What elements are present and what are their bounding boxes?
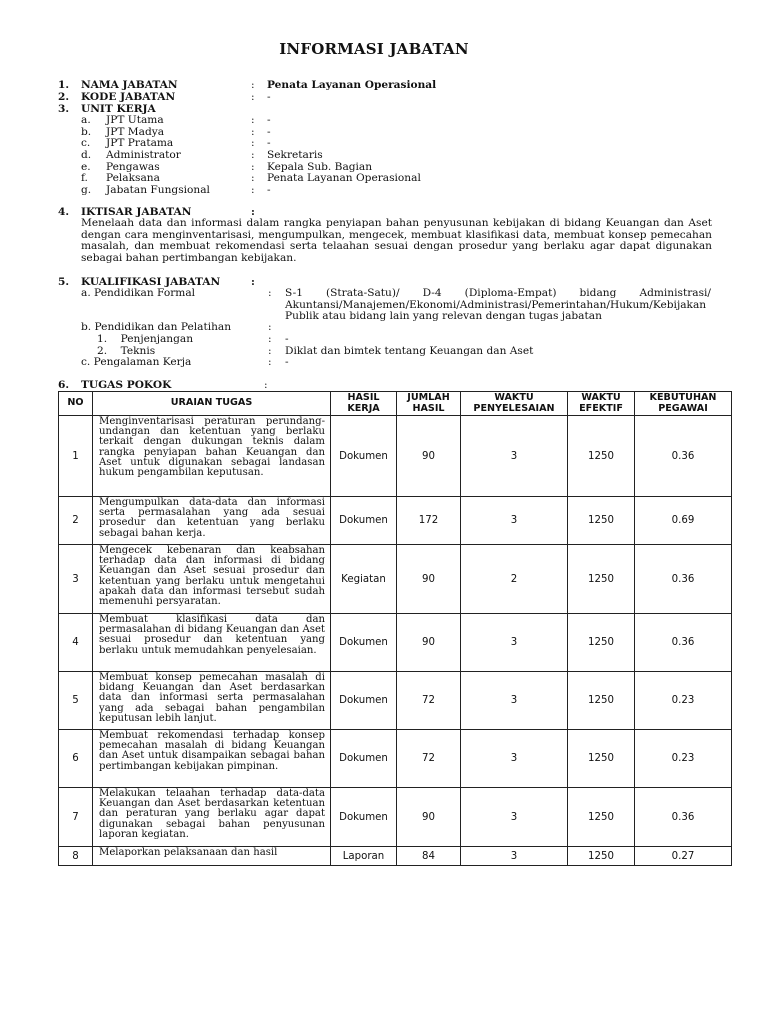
- cell-no: 2: [59, 497, 93, 545]
- colon: :: [251, 114, 255, 126]
- table-row: [59, 614, 732, 672]
- section-label: NAMA JABATAN: [81, 79, 178, 91]
- cell-uraian: Melakukan telaahan terhadap data-data Keuangan dan Aset berdasarkan ketentuan dan peraturan yang berlaku agar dapat digunakan sebagai bahan penyusunan laporan kegiatan.: [93, 788, 331, 847]
- colon: :: [268, 287, 272, 299]
- colon: :: [268, 321, 272, 333]
- table-row: [59, 545, 732, 614]
- colon: :: [268, 356, 272, 368]
- header-waktu-penyelesaian: WAKTU PENYELESAIAN: [461, 392, 568, 416]
- cell-hasil: Dokumen: [331, 672, 397, 730]
- cell-no: 5: [59, 672, 93, 730]
- cell-waktu: 3: [461, 672, 568, 730]
- item-value: -: [267, 183, 271, 196]
- cell-efektif: 1250: [568, 614, 635, 672]
- item-label: Pelaksana: [106, 172, 160, 184]
- cell-kebutuhan: 0.69: [635, 497, 732, 545]
- cell-jumlah: 84: [397, 847, 461, 866]
- cell-no: 7: [59, 788, 93, 847]
- section-number: 5.: [58, 276, 70, 288]
- cell-hasil: Laporan: [331, 847, 397, 866]
- colon: :: [251, 91, 255, 103]
- section-label: UNIT KERJA: [81, 103, 156, 115]
- pendidikan-formal-value: S-1 (Strata-Satu)/ D-4 (Diploma-Empat) bidang Administrasi/ Akuntansi/Manajemen/Ekonomi/Administrasi/Pemerintahan/Hukum/Kebijakan Publik atau bidang lain yang relevan dengan tugas jabatan: [285, 287, 711, 323]
- cell-jumlah: 90: [397, 788, 461, 847]
- cell-no: 8: [59, 847, 93, 866]
- item-value: -: [267, 137, 271, 149]
- header-hasil-kerja: HASIL KERJA: [331, 392, 397, 416]
- cell-uraian: Membuat konsep pemecahan masalah di bidang Keuangan dan Aset berdasarkan data dan informasi serta permasalahan yang ada sebagai bahan pengambilan keputusan lebih lanjut.: [93, 672, 331, 730]
- cell-no: 4: [59, 614, 93, 672]
- cell-uraian: Melaporkan pelaksanaan dan hasil: [93, 847, 331, 866]
- penjenjangan-value: -: [285, 333, 289, 345]
- item-label: JPT Utama: [106, 114, 164, 126]
- item-label: JPT Pratama: [106, 137, 174, 149]
- section-number: 1.: [58, 79, 70, 91]
- cell-kebutuhan: 0.23: [635, 730, 732, 788]
- table-row: [59, 730, 732, 788]
- cell-efektif: 1250: [568, 497, 635, 545]
- cell-kebutuhan: 0.36: [635, 614, 732, 672]
- cell-uraian: Mengumpulkan data-data dan informasi serta permasalahan yang ada sesuai prosedur dan ketentuan yang berlaku sebagai bahan kerja.: [93, 497, 331, 545]
- item-value: Sekretaris: [267, 149, 323, 161]
- cell-jumlah: 90: [397, 614, 461, 672]
- header-no: NO: [59, 392, 93, 416]
- tugas-pokok-table: [58, 391, 732, 866]
- cell-efektif: 1250: [568, 416, 635, 497]
- item-value: -: [267, 125, 271, 138]
- cell-hasil: Dokumen: [331, 614, 397, 672]
- item-letter: d.: [81, 149, 92, 161]
- cell-efektif: 1250: [568, 545, 635, 614]
- cell-kebutuhan: 0.36: [635, 788, 732, 847]
- colon: :: [268, 333, 272, 345]
- item-value: -: [267, 114, 271, 126]
- cell-hasil: Dokumen: [331, 416, 397, 497]
- table-row: [59, 416, 732, 497]
- item-letter: e.: [81, 160, 91, 173]
- colon: :: [264, 379, 268, 391]
- colon: :: [268, 345, 272, 357]
- cell-jumlah: 90: [397, 416, 461, 497]
- document-title: INFORMASI JABATAN: [279, 40, 469, 58]
- colon: :: [251, 276, 255, 288]
- cell-hasil: Dokumen: [331, 497, 397, 545]
- cell-efektif: 1250: [568, 730, 635, 788]
- table-header-row: [59, 392, 732, 416]
- cell-kebutuhan: 0.36: [635, 416, 732, 497]
- cell-waktu: 3: [461, 416, 568, 497]
- nama-jabatan-value: Penata Layanan Operasional: [267, 79, 437, 91]
- table-row: [59, 847, 732, 866]
- cell-waktu: 3: [461, 497, 568, 545]
- item-label: Pengawas: [106, 160, 160, 173]
- section-number: 3.: [58, 103, 70, 115]
- header-uraian-tugas: URAIAN TUGAS: [93, 392, 331, 416]
- section-number: 6.: [58, 379, 70, 391]
- pendidikan-pelatihan-label: b. Pendidikan dan Pelatihan: [81, 321, 232, 333]
- cell-jumlah: 172: [397, 497, 461, 545]
- cell-no: 3: [59, 545, 93, 614]
- header-jumlah-hasil: JUMLAH HASIL: [397, 392, 461, 416]
- cell-uraian: Menginventarisasi peraturan perundang-undangan dan ketentuan yang berlaku terkait dengan dukungan teknis dalam rangka penyiapan bahan Keuangan dan Aset untuk digunakan sebagai landasan hukum pengambilan keputusan.: [93, 416, 331, 497]
- cell-jumlah: 90: [397, 545, 461, 614]
- cell-waktu: 3: [461, 730, 568, 788]
- cell-kebutuhan: 0.23: [635, 672, 732, 730]
- cell-hasil: Dokumen: [331, 730, 397, 788]
- cell-kebutuhan: 0.27: [635, 847, 732, 866]
- pengalaman-kerja-value: -: [285, 356, 289, 368]
- cell-uraian: Membuat rekomendasi terhadap konsep pemecahan masalah di bidang Keuangan dan Aset untuk disampaikan sebagai bahan pertimbangan kebijakan pimpinan.: [93, 730, 331, 788]
- item-letter: c.: [81, 137, 91, 149]
- section-label: KODE JABATAN: [81, 91, 176, 103]
- cell-no: 6: [59, 730, 93, 788]
- table-row: [59, 788, 732, 847]
- cell-efektif: 1250: [568, 788, 635, 847]
- colon: :: [251, 160, 255, 173]
- colon: :: [251, 125, 255, 138]
- section-number: 2.: [58, 91, 70, 103]
- colon: :: [251, 183, 255, 196]
- item-letter: a.: [81, 114, 91, 126]
- cell-hasil: Dokumen: [331, 788, 397, 847]
- section-number: 4.: [58, 206, 70, 218]
- table-row: [59, 497, 732, 545]
- item-label: JPT Madya: [106, 125, 165, 138]
- cell-hasil: Kegiatan: [331, 545, 397, 614]
- teknis-label: 2. Teknis: [97, 345, 156, 357]
- cell-no: 1: [59, 416, 93, 497]
- kode-jabatan-value: -: [267, 91, 271, 103]
- item-letter: f.: [81, 172, 88, 184]
- penjenjangan-label: 1. Penjenjangan: [97, 333, 194, 345]
- cell-uraian: Mengecek kebenaran dan keabsahan terhadap data dan informasi di bidang Keuangan dan Aset sesuai prosedur dan ketentuan yang berlaku untuk mengetahui apakah data dan informasi tersebut sudah memenuhi persyaratan.: [93, 545, 331, 614]
- pengalaman-kerja-label: c. Pengalaman Kerja: [81, 356, 192, 368]
- item-label: Jabatan Fungsional: [106, 183, 210, 196]
- item-value: Penata Layanan Operasional: [267, 172, 421, 184]
- iktisar-paragraph: Menelaah data dan informasi dalam rangka penyiapan bahan penyusunan kebijakan di bidang Keuangan dan Aset dengan cara menginventarisasi, mengumpulkan, mengecek, membuat klasifikasi data, membuat konsep pemecahan masalah, dan membuat rekomendasi serta telaahan sesuai dengan prosedur yang berlaku agar dapat digunakan sebagai bahan pertimbangan kebijakan.: [81, 217, 712, 264]
- header-kebutuhan-pegawai: KEBUTUHAN PEGAWAI: [635, 392, 732, 416]
- cell-waktu: 3: [461, 614, 568, 672]
- section-label: TUGAS POKOK: [81, 379, 172, 391]
- item-letter: b.: [81, 125, 92, 138]
- item-label: Administrator: [106, 149, 181, 161]
- cell-jumlah: 72: [397, 730, 461, 788]
- colon: :: [251, 137, 255, 149]
- cell-waktu: 3: [461, 847, 568, 866]
- teknis-value: Diklat dan bimtek tentang Keuangan dan Aset: [285, 345, 534, 357]
- cell-efektif: 1250: [568, 672, 635, 730]
- colon: :: [251, 206, 255, 218]
- cell-uraian: Membuat klasifikasi data dan permasalahan di bidang Keuangan dan Aset sesuai prosedur dan ketentuan yang berlaku untuk memudahkan penyelesaian.: [93, 614, 331, 672]
- cell-jumlah: 72: [397, 672, 461, 730]
- section-label: IKTISAR JABATAN: [81, 206, 192, 218]
- cell-efektif: 1250: [568, 847, 635, 866]
- item-value: Kepala Sub. Bagian: [267, 160, 373, 173]
- header-waktu-efektif: WAKTU EFEKTIF: [568, 392, 635, 416]
- table-row: [59, 672, 732, 730]
- colon: :: [251, 172, 255, 184]
- section-label: KUALIFIKASI JABATAN: [81, 276, 221, 288]
- cell-kebutuhan: 0.36: [635, 545, 732, 614]
- cell-waktu: 2: [461, 545, 568, 614]
- colon: :: [251, 79, 255, 91]
- colon: :: [251, 149, 255, 161]
- cell-waktu: 3: [461, 788, 568, 847]
- pendidikan-formal-label: a. Pendidikan Formal: [81, 287, 196, 299]
- item-letter: g.: [81, 183, 92, 196]
